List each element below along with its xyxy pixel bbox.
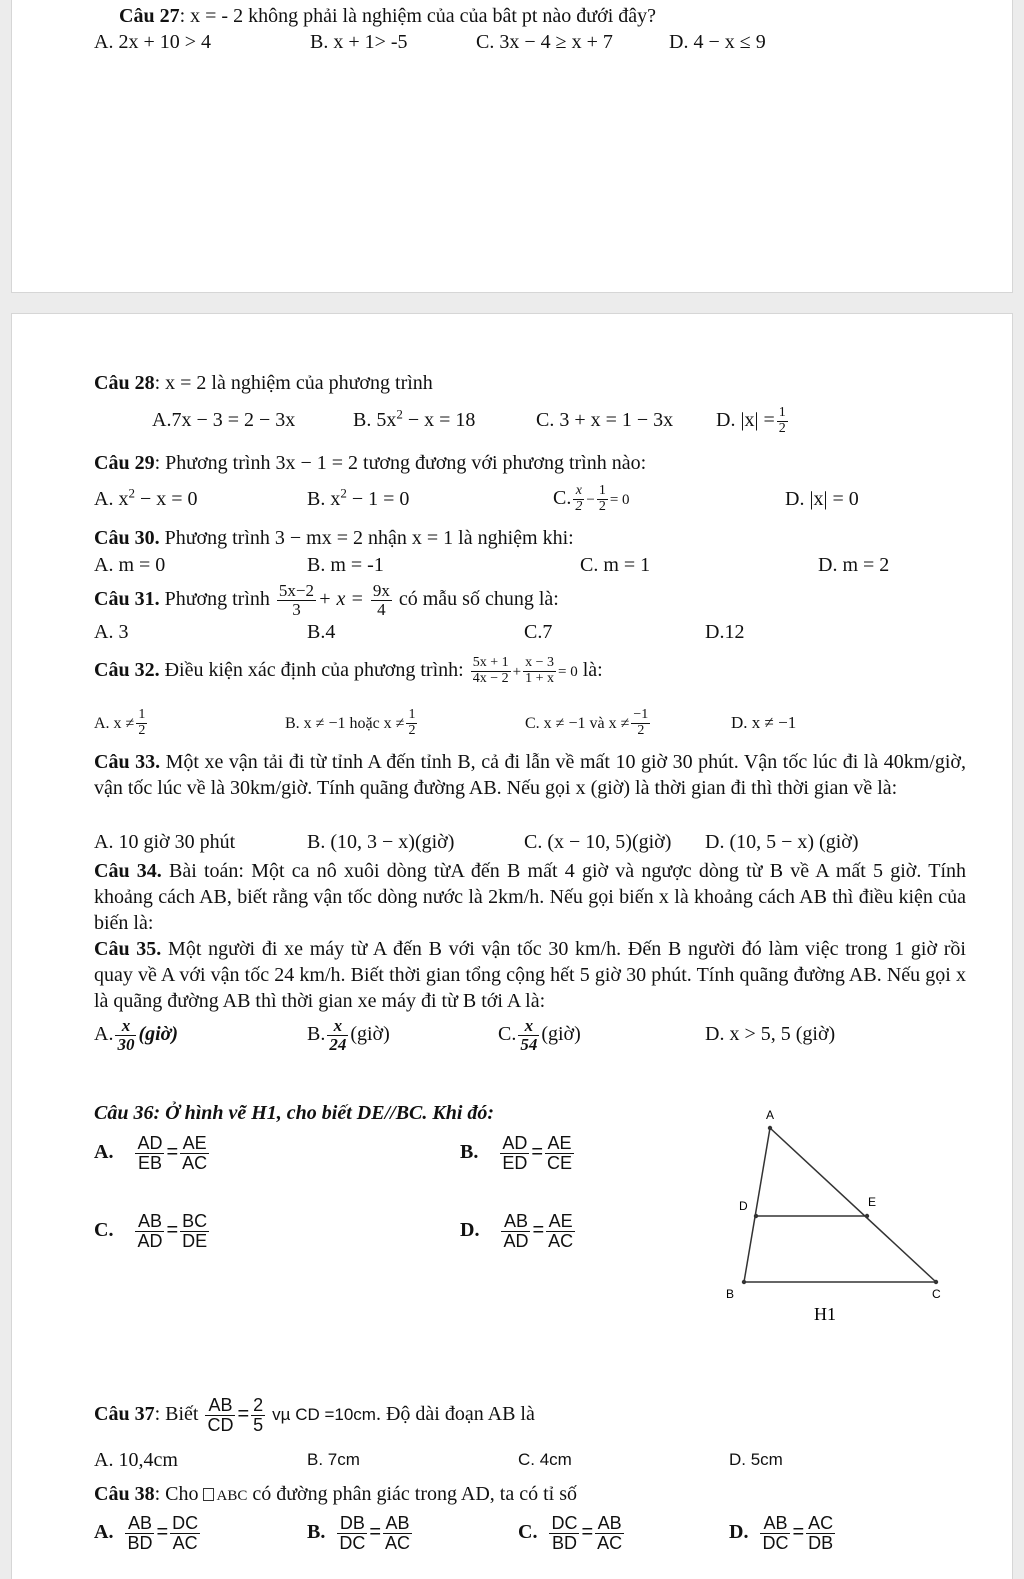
q36-a-eq: = xyxy=(166,1141,179,1163)
q36-b-eq: = xyxy=(531,1141,544,1163)
q31-fraction-1 xyxy=(277,582,316,619)
q37-stem-line xyxy=(94,1392,535,1437)
q37-label: Câu 37 xyxy=(94,1403,155,1425)
q32-b-den: 2 xyxy=(408,722,416,738)
q38-c-eq: = xyxy=(581,1521,594,1543)
q32-option-c xyxy=(525,702,652,744)
q32-mid: + xyxy=(512,664,522,680)
q36-option-b xyxy=(460,1130,576,1174)
q36-option-c xyxy=(94,1208,211,1252)
q38-b-fraction-2 xyxy=(383,1514,412,1553)
q31-option-b: B.4 xyxy=(307,621,336,643)
q29-stem-line xyxy=(94,451,646,475)
q31-option-a: A. 3 xyxy=(94,621,129,643)
q33-option-a: A. 10 giờ 30 phút xyxy=(94,831,236,853)
q28-option-c: C. 3 + x = 1 − 3x xyxy=(536,409,674,431)
q31-stem-line xyxy=(94,579,559,619)
q35-option-b xyxy=(307,1014,390,1054)
q33-label: Câu 33. xyxy=(94,751,161,773)
q34-label: Câu 34. xyxy=(94,860,162,882)
q32-stem-line xyxy=(94,648,603,694)
q35-label: Câu 35. xyxy=(94,938,162,960)
q38-b-d2: AC xyxy=(385,1532,411,1553)
q36-d-d2: AC xyxy=(548,1230,574,1251)
q35-b-fraction xyxy=(327,1017,348,1054)
q31-n2: 9x xyxy=(372,581,390,601)
q32-label: Câu 32. xyxy=(94,659,160,681)
point-b xyxy=(742,1280,746,1284)
q32-stem-suffix: là: xyxy=(582,659,603,681)
q38-c-label: C. xyxy=(518,1521,538,1543)
q37-condition: vµ CD =10cm xyxy=(272,1405,376,1424)
q38-stem: : Cho xyxy=(154,1483,204,1505)
q29-c-n1: x xyxy=(573,484,584,500)
q31-stem-prefix: Phương trình xyxy=(159,588,270,610)
q32-a-num: 1 xyxy=(138,707,146,723)
q35-c-num: x xyxy=(518,1017,539,1036)
q29-stem: : Phương trình 3x − 1 = 2 tương đương với phương trình nào: xyxy=(154,452,647,474)
q38-b-n1: DB xyxy=(337,1514,367,1534)
q35-b-suffix: (giờ) xyxy=(350,1023,390,1045)
point-c xyxy=(934,1280,938,1284)
q30-option-a: A. m = 0 xyxy=(94,554,166,576)
q38-d-n2: AC xyxy=(808,1513,834,1534)
q38-c-d1: BD xyxy=(551,1532,577,1553)
q37-option-b: B. 7cm xyxy=(307,1450,360,1469)
q27-option-d: D. 4 − x ≤ 9 xyxy=(669,31,766,53)
q32-a-fraction xyxy=(136,708,147,738)
q36-a-d2: AC xyxy=(182,1152,208,1173)
q35-option-a xyxy=(94,1014,178,1054)
q38-d-eq: = xyxy=(792,1521,805,1543)
q30-option-b: B. m = -1 xyxy=(307,554,384,576)
q29-c-suffix: = 0 xyxy=(609,492,630,508)
q35-a-prefix: A. xyxy=(94,1023,114,1045)
q37-stem-prefix: : Biết xyxy=(154,1403,199,1425)
q36-c-label: C. xyxy=(94,1219,114,1241)
q38-option-c xyxy=(518,1510,626,1554)
q36-b-d2: CE xyxy=(547,1152,573,1173)
point-a xyxy=(768,1126,772,1130)
q30-option-d: D. m = 2 xyxy=(818,554,890,576)
q32-d2: 1 + x xyxy=(525,670,554,686)
q32-n1: 5x + 1 xyxy=(472,655,509,671)
q38-a-fraction-1 xyxy=(125,1514,154,1553)
q36-d-label: D. xyxy=(460,1219,480,1241)
q36-a-fraction-1 xyxy=(135,1134,164,1173)
q38-a-n1: AB xyxy=(125,1514,154,1534)
q36-d-n2: AE xyxy=(546,1212,575,1232)
q36-b-fraction-2 xyxy=(545,1134,574,1173)
q29-a-prefix: A. x xyxy=(94,488,129,510)
q29-label: Câu 29 xyxy=(94,452,155,474)
q36-b-d1: ED xyxy=(502,1152,528,1173)
q35-c-fraction xyxy=(518,1017,539,1054)
q37-option-d: D. 5cm xyxy=(729,1450,783,1469)
q38-option-a xyxy=(94,1510,202,1554)
q36-c-n1: AB xyxy=(135,1212,164,1232)
q36-b-label: B. xyxy=(460,1141,479,1163)
q31-fraction-2 xyxy=(371,582,392,619)
q32-b-fraction xyxy=(406,708,417,738)
q32-stem-prefix: Điều kiện xác định của phương trình: xyxy=(159,659,464,681)
q32-c-fraction xyxy=(631,708,650,738)
q32-b-num: 1 xyxy=(408,707,416,723)
q38-a-fraction-2 xyxy=(170,1514,200,1553)
q31-stem-suffix: có mẫu số chung là: xyxy=(398,588,559,610)
q32-fraction-2 xyxy=(523,656,556,686)
q38-a-d2: AC xyxy=(172,1532,198,1553)
q30-label: Câu 30. xyxy=(94,527,160,549)
q37-n1: AB xyxy=(205,1396,235,1416)
q29-b-prefix: B. x xyxy=(307,488,341,510)
q32-d-text: D. x ≠ −1 xyxy=(731,713,797,732)
q29-option-a xyxy=(94,487,198,511)
q28-d-prefix: D. |x| = xyxy=(716,409,775,431)
q31-option-d: D.12 xyxy=(705,621,745,643)
q27-option-b: B. x + 1> -5 xyxy=(310,31,408,53)
q38-c-n1: DC xyxy=(551,1513,578,1534)
q27-option-c: C. 3x − 4 ≥ x + 7 xyxy=(476,31,613,53)
q38-d-d1: DC xyxy=(762,1532,789,1553)
q33-option-b: B. (10, 3 − x)(giờ) xyxy=(307,831,455,853)
q35-a-suffix: (giờ) xyxy=(138,1023,179,1045)
q29-c-n2: 1 xyxy=(598,483,606,499)
q36-d-fraction-1 xyxy=(501,1212,530,1251)
q31-n1: 5x−2 xyxy=(278,581,314,601)
q36-stem: Câu 36: Ở hình vẽ H1, cho biết DE//BC. Khi đó: xyxy=(94,1102,495,1124)
q32-option-a xyxy=(94,702,149,744)
q36-c-eq: = xyxy=(166,1219,179,1241)
q36-d-fraction-2 xyxy=(546,1212,575,1251)
q28-stem: : x = 2 là nghiệm của phương trình xyxy=(154,372,433,394)
q38-label: Câu 38 xyxy=(94,1483,155,1505)
q32-n2: x − 3 xyxy=(525,655,554,671)
q36-a-n2: AE xyxy=(180,1134,209,1154)
q36-d-n1: AB xyxy=(501,1212,530,1232)
q35-b-den: 24 xyxy=(329,1034,347,1054)
q27-stem-line xyxy=(119,4,656,28)
q29-c-minus: − xyxy=(586,492,595,508)
q31-d2: 4 xyxy=(377,599,386,619)
q37-d1: CD xyxy=(207,1414,234,1435)
q35-c-prefix: C. xyxy=(498,1023,517,1045)
q38-c-fraction-1 xyxy=(549,1514,579,1553)
q36-b-n1: AD xyxy=(502,1133,528,1154)
q38-a-n2: DC xyxy=(172,1513,199,1534)
q36-d-eq: = xyxy=(532,1219,545,1241)
q37-option-a: A. 10,4cm xyxy=(94,1449,178,1471)
q38-b-label: B. xyxy=(307,1521,326,1543)
q29-option-b xyxy=(307,487,409,511)
q36-a-d1: EB xyxy=(137,1152,162,1173)
q28-d-den: 2 xyxy=(778,420,786,436)
triangle-symbol-icon xyxy=(203,1488,214,1501)
point-d xyxy=(754,1214,758,1218)
q29-c-fraction-1 xyxy=(573,484,584,514)
q29-c-fraction-2 xyxy=(597,484,608,514)
q30-stem: Phương trình 3 − mx = 2 nhận x = 1 là nghiệm khi: xyxy=(159,527,574,549)
q38-b-n2: AB xyxy=(383,1514,412,1534)
q36-c-n2: BC xyxy=(182,1211,208,1232)
figure-caption: H1 xyxy=(814,1304,836,1324)
q28-option-b xyxy=(353,408,475,432)
q38-stem-suffix: có đường phân giác trong AD, ta có tỉ số xyxy=(247,1483,578,1505)
label-b: B xyxy=(726,1287,735,1301)
q27-stem: : x = - 2 không phải là nghiệm của của bât pt nào đưới đây? xyxy=(179,5,657,27)
q34-text: Bài toán: Một ca nô xuôi dòng từA đến B mất 4 giờ và ngược dòng từ B về A mất 5 giờ. Tính khoảng cách AB, biết rằng vận tốc dòng nước là 2km/h. Nếu gọi biến x là khoảng cách AB thì điều kiện của biến là: xyxy=(94,860,967,934)
q38-d-fraction-1 xyxy=(760,1514,790,1553)
q38-stem-line xyxy=(94,1482,577,1508)
q36-a-fraction-2 xyxy=(180,1134,209,1173)
q27-option-a: A. 2x + 10 > 4 xyxy=(94,31,212,53)
q36-a-n1: AD xyxy=(137,1133,163,1154)
q29-option-c xyxy=(553,478,630,520)
q36-c-d1: AD xyxy=(137,1230,163,1251)
q32-option-d xyxy=(731,710,796,735)
q37-eq: = xyxy=(237,1403,250,1425)
q38-c-n2: AB xyxy=(595,1514,624,1534)
q36-b-fraction-1 xyxy=(500,1134,529,1173)
q33-option-c: C. (x − 10, 5)(giờ) xyxy=(524,831,672,853)
q32-c-prefix: C. x ≠ −1 và x ≠ xyxy=(525,715,630,732)
q38-d-fraction-2 xyxy=(806,1514,835,1553)
q37-option-c: C. 4cm xyxy=(518,1450,572,1469)
q32-option-b xyxy=(285,702,419,744)
q36-option-a xyxy=(94,1130,211,1174)
label-e: E xyxy=(868,1195,877,1209)
q29-c-d2: 2 xyxy=(598,498,606,514)
q28-d-num: 1 xyxy=(778,405,786,421)
q35-a-num: x xyxy=(115,1017,136,1036)
q38-a-label: A. xyxy=(94,1521,114,1543)
q37-n2: 2 xyxy=(253,1395,264,1416)
q38-d-label: D. xyxy=(729,1521,749,1543)
q29-a-sup: 2 xyxy=(128,485,135,501)
side-ab xyxy=(744,1128,770,1282)
q35-a-den: 30 xyxy=(117,1034,135,1054)
q36-c-fraction-1 xyxy=(135,1212,164,1251)
q36-option-d xyxy=(460,1208,577,1252)
q33-text: Một xe vận tải đi từ tỉnh A đến tỉnh B, cả đi lẫn về mất 10 giờ 30 phút. Vận tốc lúc đi là 40km/giờ, vận tốc lúc về là 30km/giờ. Tính quãng đường AB. Nếu gọi x (giờ) là thời gian đi thì thời gian về là: xyxy=(94,751,966,799)
q37-fraction-2 xyxy=(251,1396,265,1435)
q32-stem-eq: = 0 xyxy=(557,664,578,680)
q28-stem-line xyxy=(94,371,433,395)
q35-text: Một người đi xe máy từ A đến B với vận tốc 30 km/h. Đến B người đó làm việc trong 1 giờ rồi quay về A với vận tốc 24 km/h. Biết thời gian tổng cộng hết 5 giờ 30 phút. Tính quãng đường AB. Nếu gọi x là quãng đường AB thì thời gian xe máy đi từ B tới A là: xyxy=(94,938,966,1012)
q30-option-c: C. m = 1 xyxy=(580,554,651,576)
q38-d-n1: AB xyxy=(760,1514,790,1534)
q27-label: Câu 27 xyxy=(119,5,180,27)
q36-a-label: A. xyxy=(94,1141,114,1163)
q38-d-d2: DB xyxy=(808,1532,834,1553)
q33-paragraph xyxy=(94,749,966,801)
q31-label: Câu 31. xyxy=(94,588,160,610)
point-e xyxy=(865,1214,869,1218)
q32-c-num: −1 xyxy=(633,707,649,723)
q36-b-n2: AE xyxy=(545,1134,574,1154)
q29-a-suffix: − x = 0 xyxy=(134,488,198,510)
q37-d2: 5 xyxy=(253,1414,264,1435)
q35-b-num: x xyxy=(327,1017,348,1036)
q28-b-sup: 2 xyxy=(396,406,403,422)
q38-b-d1: DC xyxy=(339,1532,366,1553)
label-a: A xyxy=(766,1108,775,1122)
q38-c-fraction-2 xyxy=(595,1514,624,1553)
q38-b-fraction-1 xyxy=(337,1514,367,1553)
label-d: D xyxy=(739,1199,748,1213)
q32-d1: 4x − 2 xyxy=(472,670,509,686)
side-ac xyxy=(770,1128,936,1282)
q28-b-prefix: B. 5x xyxy=(353,409,397,431)
q38-triangle-name: ABC xyxy=(216,1488,248,1504)
q35-c-suffix: (giờ) xyxy=(541,1023,581,1045)
q35-option-c xyxy=(498,1014,581,1054)
label-c: C xyxy=(932,1287,941,1301)
q28-b-suffix: − x = 18 xyxy=(402,409,476,431)
q34-paragraph xyxy=(94,858,966,936)
q38-option-d xyxy=(729,1510,837,1554)
q35-paragraph xyxy=(94,936,966,1014)
q31-option-c: C.7 xyxy=(524,621,553,643)
q30-stem-line xyxy=(94,526,574,550)
q28-label: Câu 28 xyxy=(94,372,155,394)
q37-stem-suffix: . Độ dài đoạn AB là xyxy=(375,1403,535,1425)
q35-a-fraction xyxy=(115,1017,136,1054)
q29-b-suffix: − 1 = 0 xyxy=(346,488,410,510)
q38-a-d1: BD xyxy=(127,1532,153,1553)
q35-option-d: D. x > 5, 5 (giờ) xyxy=(705,1023,836,1045)
q38-a-eq: = xyxy=(156,1521,169,1543)
q32-a-prefix: A. x ≠ xyxy=(94,715,135,732)
q36-d-d1: AD xyxy=(503,1230,529,1251)
q38-option-b xyxy=(307,1510,414,1554)
q32-b-prefix: B. x ≠ −1 hoặc x ≠ xyxy=(285,715,405,732)
q35-c-den: 54 xyxy=(520,1034,538,1054)
q35-b-prefix: B. xyxy=(307,1023,326,1045)
q29-c-d1: 2 xyxy=(575,498,583,514)
q36-c-d2: DE xyxy=(182,1230,208,1251)
q31-d1: 3 xyxy=(292,599,301,619)
q28-option-d xyxy=(716,400,790,440)
q33-option-d: D. (10, 5 − x) (giờ) xyxy=(705,831,859,853)
q28-d-fraction xyxy=(777,406,788,436)
q38-b-eq: = xyxy=(369,1521,382,1543)
q37-fraction-1 xyxy=(205,1396,235,1435)
q29-option-d: D. |x| = 0 xyxy=(785,488,859,510)
triangle-figure-h1 xyxy=(720,1100,970,1335)
q32-a-den: 2 xyxy=(138,722,146,738)
q28-option-a: A.7x − 3 = 2 − 3x xyxy=(152,409,296,431)
q29-c-prefix: C. xyxy=(553,487,572,509)
q36-c-fraction-2 xyxy=(180,1212,209,1251)
q32-fraction-1 xyxy=(471,656,511,686)
q29-b-sup: 2 xyxy=(340,485,347,501)
q38-c-d2: AC xyxy=(597,1532,623,1553)
q32-c-den: 2 xyxy=(637,722,645,738)
q31-mid: + x = xyxy=(317,588,364,610)
